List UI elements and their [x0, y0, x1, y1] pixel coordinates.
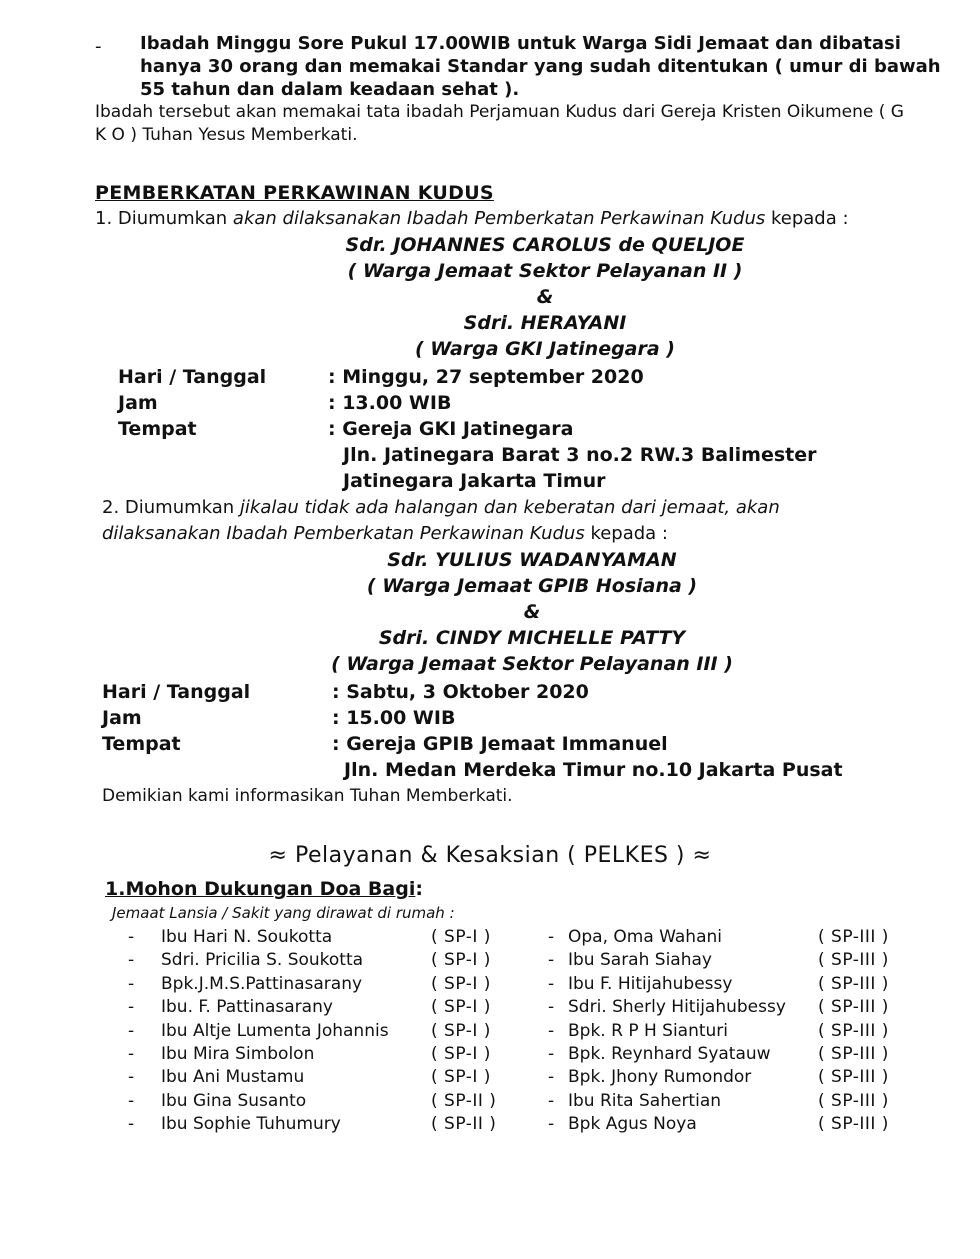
detail-label: Jam [118, 392, 158, 414]
announcement-lead [95, 206, 955, 232]
event-details [95, 364, 955, 494]
member-name: Sdri. Sherly Hitijahubessy [568, 997, 786, 1018]
list-dash: - [128, 997, 135, 1018]
member-name: Opa, Oma Wahani [568, 927, 722, 947]
member-name: Ibu Hari N. Soukotta [161, 927, 333, 947]
sector-code: ( SP-III ) [818, 1020, 889, 1041]
sector-code: ( SP-I ) [431, 997, 491, 1018]
list-dash: - [548, 1114, 555, 1135]
list-dash: - [128, 1067, 135, 1088]
sector-code: ( SP-II ) [431, 1114, 497, 1135]
list-item [128, 973, 496, 996]
ampersand: & [523, 601, 541, 623]
sector-code: ( SP-II ) [431, 1090, 497, 1111]
prayer-support-title-suffix: : [415, 878, 423, 900]
bride-note: ( Warga GKI Jatinegara ) [414, 338, 675, 360]
member-name: Ibu Ani Mustamu [161, 1067, 305, 1088]
list-item [548, 949, 889, 972]
member-name: Bpk. Reynhard Syatauw [568, 1043, 771, 1064]
sector-code: ( SP-I ) [431, 1067, 491, 1088]
detail-value: : Sabtu, 3 Oktober 2020 [332, 681, 589, 703]
list-item [548, 1066, 889, 1089]
sector-code: ( SP-III ) [818, 997, 889, 1018]
list-dash: - [548, 997, 555, 1018]
intro-plain-line: Ibadah tersebut akan memakai tata ibadah Perjamuan Kudus dari Gereja Kristen Oikumene ( G [95, 102, 904, 122]
groom-note: ( Warga Jemaat Sektor Pelayanan II ) [347, 260, 743, 282]
lead-text: kepada : [765, 208, 849, 229]
member-name: Ibu F. Hitijahubessy [568, 973, 733, 994]
event-details [102, 679, 962, 783]
detail-label: Tempat [118, 418, 197, 440]
lead-text: 1. Diumumkan [95, 208, 233, 229]
member-name: Bpk Agus Noya [568, 1114, 697, 1135]
list-item [128, 1113, 496, 1136]
sector-code: ( SP-III ) [818, 973, 889, 994]
sector-code: ( SP-III ) [818, 950, 889, 971]
ampersand: & [536, 286, 554, 308]
intro-bold-line: 55 tahun dan dalam keadaan sehat ). [140, 79, 520, 100]
prayer-support-note: Jemaat Lansia / Sakit yang dirawat di rumah : [112, 904, 455, 922]
detail-row-time [118, 390, 955, 416]
intro-plain-line: K O ) Tuhan Yesus Memberkati. [95, 125, 358, 145]
lead-italic-text: akan dilaksanakan Ibadah Pemberkatan Perkawinan Kudus [232, 208, 766, 229]
list-dash: - [128, 1020, 135, 1041]
announcement-lead [102, 495, 962, 521]
list-dash: - [128, 973, 135, 994]
list-item [128, 1066, 496, 1089]
list-item [548, 996, 889, 1019]
detail-row-place [102, 731, 962, 757]
detail-label: Hari / Tanggal [118, 366, 267, 388]
sector-code: ( SP-I ) [431, 1020, 491, 1041]
intro-bold-line: Ibadah Minggu Sore Pukul 17.00WIB untuk Warga Sidi Jemaat dan dibatasi [140, 33, 901, 54]
sector-code: ( SP-III ) [818, 1090, 889, 1111]
list-item [128, 996, 496, 1019]
detail-value: : Gereja GKI Jatinegara [328, 418, 574, 440]
list-dash: - [548, 1067, 555, 1088]
bride-name: Sdri. HERAYANI [463, 312, 627, 334]
member-name: Ibu Sarah Siahay [568, 950, 712, 971]
lead-text: kepada : [584, 523, 668, 544]
address-line: Jatinegara Jakarta Timur [343, 470, 606, 492]
member-name: Ibu Altje Lumenta Johannis [161, 1020, 389, 1041]
lead-text: 2. Diumumkan [102, 497, 240, 518]
member-name: Ibu Gina Susanto [161, 1090, 307, 1111]
detail-value: : 15.00 WIB [332, 707, 456, 729]
prayer-list-right [548, 926, 889, 1137]
intro-bullet-item [95, 32, 955, 101]
sector-code: ( SP-III ) [818, 1067, 889, 1088]
list-dash: - [548, 927, 555, 947]
list-item [548, 1020, 889, 1043]
detail-row-day [118, 364, 955, 390]
list-item [548, 1113, 889, 1136]
prayer-support-title-text: 1.Mohon Dukungan Doa Bagi [105, 878, 416, 900]
sector-code: ( SP-I ) [431, 927, 491, 947]
list-item [548, 973, 889, 996]
intro-bold-line: hanya 30 orang dan memakai Standar yang sudah ditentukan ( umur di bawah [140, 56, 941, 77]
groom-note: ( Warga Jemaat GPIB Hosiana ) [366, 575, 698, 597]
announcement-lead [102, 521, 962, 547]
list-item [128, 1020, 496, 1043]
detail-label: Hari / Tanggal [102, 681, 251, 703]
prayer-support-title [105, 878, 423, 900]
detail-value: : Gereja GPIB Jemaat Immanuel [332, 733, 668, 755]
member-name: Ibu Rita Sahertian [568, 1090, 722, 1111]
prayer-list-left [128, 926, 496, 1137]
list-dash: - [128, 1090, 135, 1111]
lead-italic-text: dilaksanakan Ibadah Pemberkatan Perkawinan Kudus [102, 523, 585, 544]
sector-code: ( SP-III ) [818, 1043, 889, 1064]
list-dash: - [548, 1043, 555, 1064]
wedding-announcement-1 [95, 206, 955, 494]
sector-code: ( SP-III ) [818, 927, 889, 947]
detail-label: Tempat [102, 733, 181, 755]
member-name: Bpk.J.M.S.Pattinasarany [161, 973, 363, 994]
bride-name: Sdri. CINDY MICHELLE PATTY [378, 627, 686, 649]
list-dash: - [128, 927, 135, 947]
list-item [548, 1043, 889, 1066]
sector-code: ( SP-I ) [431, 1043, 491, 1064]
sector-code: ( SP-III ) [818, 1114, 889, 1135]
detail-value: : Minggu, 27 september 2020 [328, 366, 644, 388]
member-name: Ibu. F. Pattinasarany [161, 997, 333, 1018]
closing-text: Demikian kami informasikan Tuhan Memberkati. [102, 786, 513, 806]
intro-block [95, 32, 955, 147]
groom-name: Sdr. YULIUS WADANYAMAN [387, 549, 677, 571]
list-item [128, 1090, 496, 1113]
list-dash: - [548, 1090, 555, 1111]
list-item [548, 926, 889, 949]
list-dash: - [128, 1043, 135, 1064]
detail-row-place [118, 416, 955, 442]
detail-row-time [102, 705, 962, 731]
detail-row-day [102, 679, 962, 705]
lead-italic-text: jikalau tidak ada halangan dan keberatan dari jemaat, akan [239, 497, 780, 518]
list-dash: - [548, 950, 555, 971]
sector-code: ( SP-I ) [431, 973, 491, 994]
list-item [128, 926, 496, 949]
member-name: Ibu Sophie Tuhumury [161, 1114, 341, 1135]
list-item [128, 949, 496, 972]
member-name: Bpk. Jhony Rumondor [568, 1067, 752, 1088]
list-item [128, 1043, 496, 1066]
list-dash: - [548, 973, 555, 994]
address-line: Jln. Jatinegara Barat 3 no.2 RW.3 Balimester [343, 444, 817, 466]
wedding-announcement-2 [102, 495, 962, 809]
member-name: Bpk. R P H Sianturi [568, 1020, 729, 1041]
list-dash: - [128, 1114, 135, 1135]
member-name: Sdri. Pricilia S. Soukotta [161, 950, 364, 971]
list-dash: - [548, 1020, 555, 1041]
wedding-section-title: PEMBERKATAN PERKAWINAN KUDUS [95, 182, 494, 204]
detail-label: Jam [102, 707, 142, 729]
address-line: Jln. Medan Merdeka Timur no.10 Jakarta Pusat [344, 759, 843, 781]
list-item [548, 1090, 889, 1113]
member-name: Ibu Mira Simbolon [161, 1043, 315, 1064]
list-dash: - [128, 950, 135, 971]
pelkes-title: ≈ Pelayanan & Kesaksian ( PELKES ) ≈ [268, 843, 712, 868]
bride-note: ( Warga Jemaat Sektor Pelayanan III ) [331, 653, 733, 675]
sector-code: ( SP-I ) [431, 950, 491, 971]
bullet-dash: - [95, 36, 102, 57]
detail-value: : 13.00 WIB [328, 392, 452, 414]
groom-name: Sdr. JOHANNES CAROLUS de QUELJOE [345, 234, 745, 256]
